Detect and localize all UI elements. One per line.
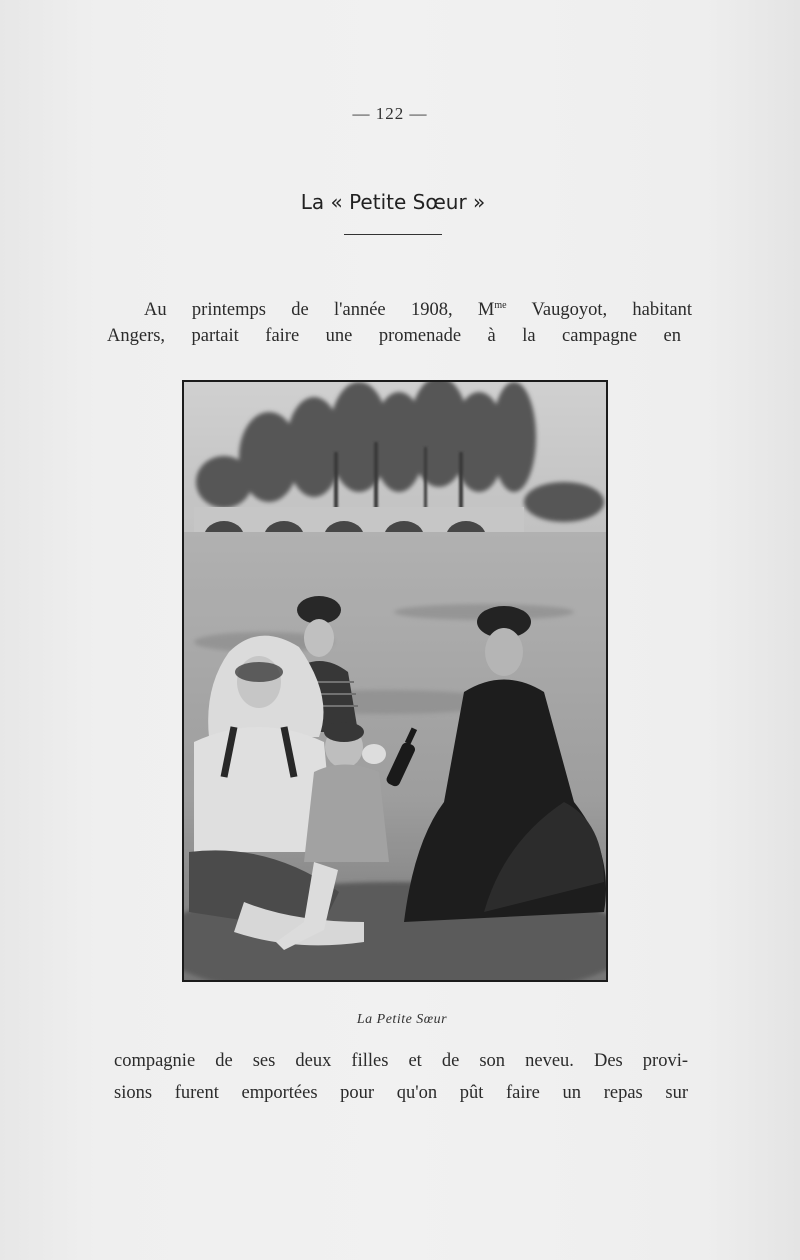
photograph-image [184, 382, 606, 980]
chapter-title: La « Petite Sœur » [300, 190, 486, 214]
paragraph-1-text-a: Au printemps de l'année 1908, M [144, 300, 495, 320]
paragraph-2-line-1: compagnie de ses deux filles et de son neveu. Des provi- [114, 1051, 688, 1071]
paragraph-1-text-b: Vaugoyot, habitant [506, 300, 692, 320]
figure-caption: La Petite Sœur [356, 1012, 448, 1027]
paragraph-2-line-2: sions furent emportées pour qu'on pût faire un repas sur [114, 1083, 688, 1103]
paragraph-1-superscript: me [494, 300, 507, 311]
paragraph-1-line-2: Angers, partait faire une promenade à la campagne en [107, 326, 681, 346]
page-number: — 122 — [352, 104, 428, 123]
photograph [182, 380, 608, 982]
title-rule [344, 234, 442, 235]
